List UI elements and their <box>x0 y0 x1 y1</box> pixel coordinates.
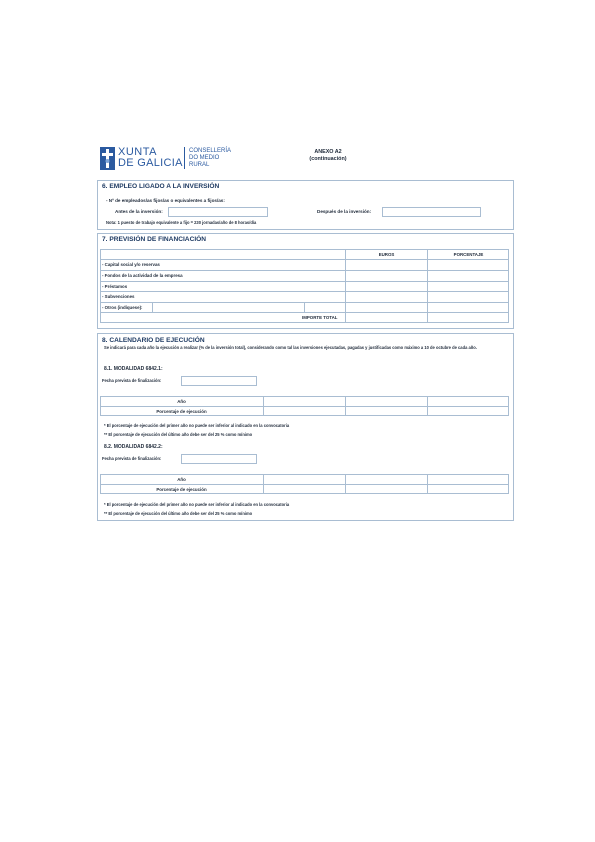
modality-2-percent-label: Porcentaje de ejecución <box>156 487 207 492</box>
modality-2-note2: ** El porcentaje de ejecución del último año debe ser del 25 % como mínimo <box>104 511 253 516</box>
total-label: IMPORTE TOTAL <box>302 315 338 320</box>
logo-line1: XUNTA <box>118 146 157 158</box>
modality-2-input-cells[interactable] <box>264 475 509 494</box>
others-specify-input[interactable] <box>152 303 304 312</box>
employees-question: - Nº de empleados/as fijos/as o equivalentes a fijos/as: <box>106 198 225 203</box>
modality-2-note1: * El porcentaje de ejecución del primer año no puede ser inferior al indicado en la convocatoria <box>104 502 290 507</box>
section-employment-title: 6. EMPLEO LIGADO A LA INVERSIÓN <box>102 183 220 190</box>
modality-1-finish-label: Fecha prevista de finalización: <box>102 378 162 383</box>
employment-note: Nota: 1 puesto de trabajo equivalente a fijo = 230 jornadas/año de 8 horas/día <box>106 220 257 225</box>
percent-inputs[interactable] <box>428 260 509 323</box>
row-others: - Otros (indíquese): <box>102 305 143 310</box>
dept-line3: RURAL <box>189 162 210 168</box>
column-euros: EUROS <box>378 252 395 257</box>
after-investment-label: Después de la inversión: <box>317 209 372 214</box>
before-investment-input[interactable] <box>168 207 268 217</box>
logo-divider <box>184 147 185 169</box>
dept-line2: DO MEDIO <box>189 155 220 161</box>
modality-1-input-cells[interactable] <box>264 397 509 416</box>
logo-line2: DE GALICIA <box>118 157 183 169</box>
modality-1-percent-label: Porcentaje de ejecución <box>156 409 207 414</box>
modality-2-year-label: Año <box>177 477 186 482</box>
euros-inputs[interactable] <box>346 260 427 323</box>
modality-1-note1: * El porcentaje de ejecución del primer año no puede ser inferior al indicado en la convocatoria <box>104 423 290 428</box>
modality-1-title: 8.1. MODALIDAD 6842.1: <box>104 366 163 372</box>
xunta-logo-icon <box>100 147 115 170</box>
modality-2-title: 8.2. MODALIDAD 6842.2: <box>104 444 163 450</box>
column-percent: PORCENTAJE <box>453 252 484 257</box>
modality-2-finish-label: Fecha prevista de finalización: <box>102 456 162 461</box>
modality-1-year-label: Año <box>177 399 186 404</box>
after-investment-input[interactable] <box>382 207 481 217</box>
modality-2-finish-input[interactable] <box>181 454 257 464</box>
section-schedule-title: 8. CALENDARIO DE EJECUCIÓN <box>102 337 205 344</box>
row-loans: - Préstamos <box>102 284 128 289</box>
annex-subtitle: (continuación) <box>309 156 347 162</box>
annex-title: ANEXO A2 <box>314 149 342 155</box>
modality-1-finish-input[interactable] <box>181 376 257 386</box>
section-financing-title: 7. PREVISIÓN DE FINANCIACIÓN <box>102 236 207 243</box>
row-funds: - Fondos de la actividad de la empresa <box>102 273 183 278</box>
row-capital: - Capital social y/o reservas <box>102 262 160 267</box>
before-investment-label: Antes de la inversión: <box>115 209 163 214</box>
schedule-intro: Se indicará para cada año la ejecución a realizar (% de la inversión total), considerando como tal las inversiones ejecutadas, pagadas y justificadas como máximo a 10 de octubre de cada año. <box>104 345 477 350</box>
dept-line1: CONSELLERÍA <box>189 148 232 154</box>
row-subsidies: - Subvenciones <box>102 294 135 299</box>
modality-1-note2: ** El porcentaje de ejecución del último año debe ser del 25 % como mínimo <box>104 432 253 437</box>
